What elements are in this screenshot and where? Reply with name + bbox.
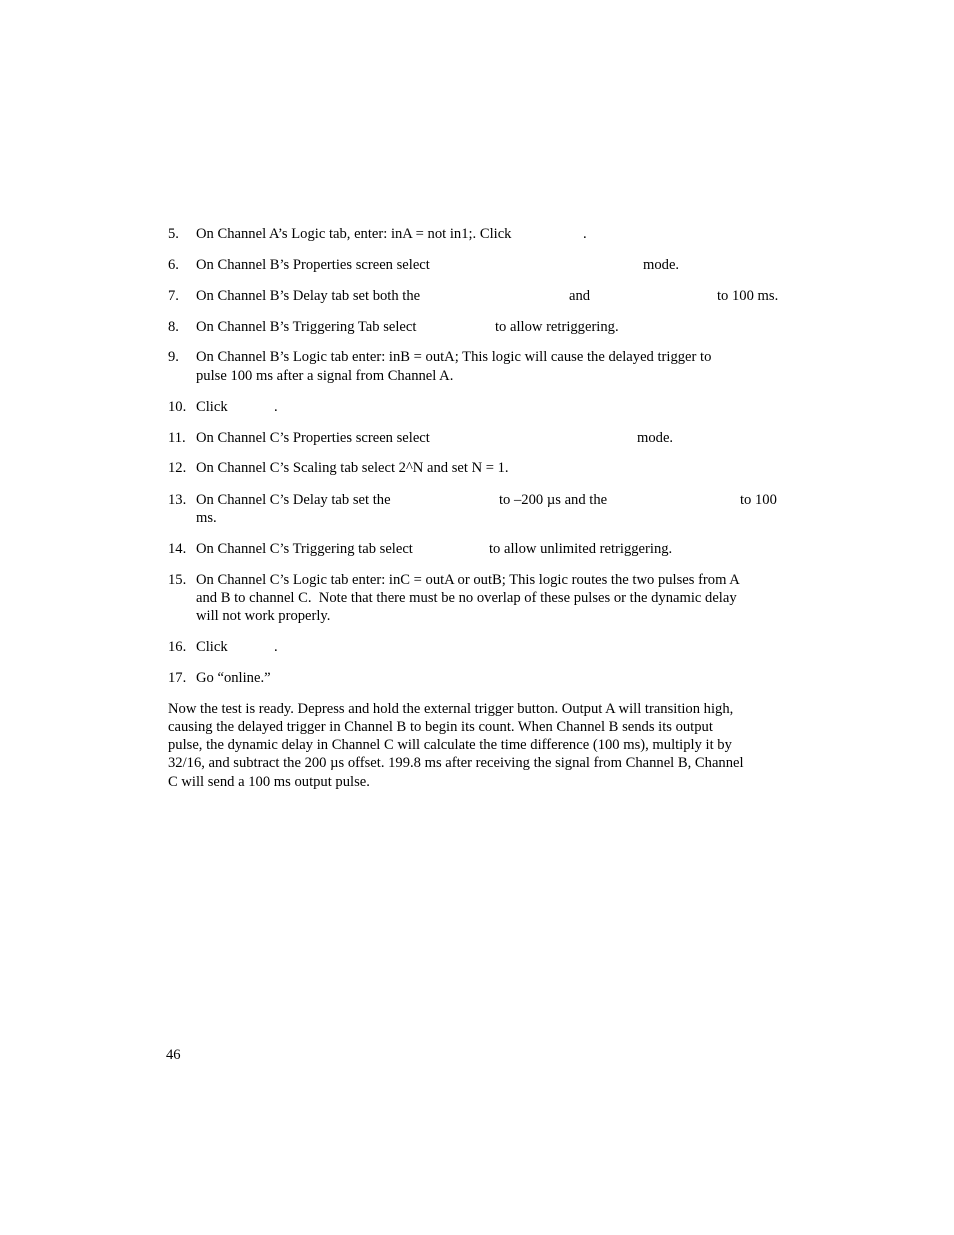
step-text: Click (196, 399, 228, 415)
step-text: On Channel C’s Triggering tab select (196, 541, 413, 557)
step-text: to –200 µs and the (499, 492, 608, 508)
step-text: On Channel B’s Properties screen select (196, 257, 430, 273)
paragraph-line: Now the test is ready. Depress and hold the external trigger button. Output A will transition high, (168, 701, 734, 717)
step-text: On Channel B’s Logic tab enter: inB = outA; This logic will cause the delayed trigger to (196, 349, 712, 365)
paragraph-line: causing the delayed trigger in Channel B to begin its count. When Channel B sends its output (168, 719, 713, 735)
step-text: to allow unlimited retriggering. (489, 541, 673, 557)
step-number: 17. (168, 670, 187, 686)
step-text: Go “online.” (196, 670, 271, 686)
step-text: to 100 ms. (717, 288, 779, 304)
step-text: ms. (196, 510, 217, 526)
paragraph-line: 32/16, and subtract the 200 µs offset. 199.8 ms after receiving the signal from Channel B, Channel (168, 755, 744, 771)
step-text: mode. (637, 430, 674, 446)
step-number: 14. (168, 541, 187, 557)
step-text: . (274, 399, 278, 415)
step-text: . (583, 226, 587, 242)
step-text: and B to channel C. Note that there must be no overlap of these pulses or the dynamic delay (196, 590, 737, 606)
step-number: 10. (168, 399, 187, 415)
step-number: 8. (168, 319, 179, 335)
step-text: to allow retriggering. (495, 319, 619, 335)
step-text: On Channel B’s Triggering Tab select (196, 319, 417, 335)
step-number: 13. (168, 492, 187, 508)
step-text: On Channel C’s Properties screen select (196, 430, 430, 446)
step-text: and (569, 288, 591, 304)
step-text: On Channel C’s Scaling tab select 2^N and set N = 1. (196, 460, 509, 476)
step-text: On Channel A’s Logic tab, enter: inA = not in1;. Click (196, 226, 512, 242)
step-text: will not work properly. (196, 608, 331, 624)
step-number: 7. (168, 288, 179, 304)
step-number: 15. (168, 572, 187, 588)
page-number: 46 (166, 1047, 181, 1063)
paragraph-line: C will send a 100 ms output pulse. (168, 774, 370, 790)
step-text: to 100 (740, 492, 777, 508)
step-text: On Channel C’s Logic tab enter: inC = outA or outB; This logic routes the two pulses from A (196, 572, 740, 588)
step-text: mode. (643, 257, 680, 273)
step-number: 6. (168, 257, 179, 273)
step-text: On Channel B’s Delay tab set both the (196, 288, 421, 304)
step-number: 5. (168, 226, 179, 242)
step-number: 16. (168, 639, 187, 655)
paragraph-line: pulse, the dynamic delay in Channel C will calculate the time difference (100 ms), multiply it by (168, 737, 732, 753)
step-number: 11. (168, 430, 186, 446)
step-text: . (274, 639, 278, 655)
step-number: 9. (168, 349, 179, 365)
step-text: On Channel C’s Delay tab set the (196, 492, 391, 508)
step-text: pulse 100 ms after a signal from Channel A. (196, 368, 454, 384)
step-text: Click (196, 639, 228, 655)
step-number: 12. (168, 460, 187, 476)
